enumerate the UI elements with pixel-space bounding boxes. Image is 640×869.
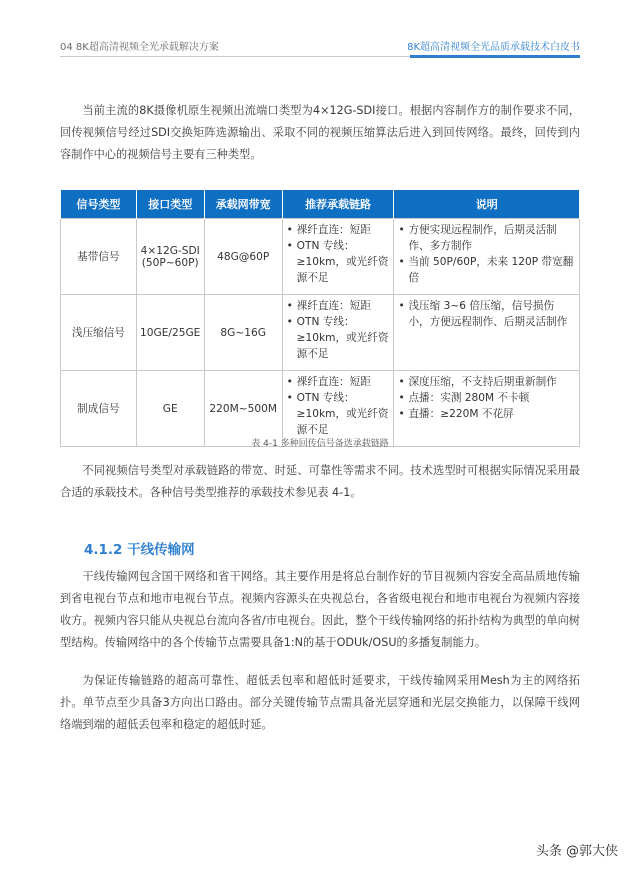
column-header: 推荐承载链路 xyxy=(282,190,394,219)
notes-cell xyxy=(394,219,580,295)
interface-cell: 4×12G-SDI (50P~60P) xyxy=(136,219,204,295)
column-header: 承载网带宽 xyxy=(204,190,282,219)
note-item: • 浅压缩 3~6 倍压缩，信号损伤小，方便远程制作、后期灵活制作 xyxy=(398,298,575,330)
column-header: 说明 xyxy=(394,190,580,219)
table-caption: 表 4-1 多种回传信号备选承载链路 xyxy=(251,439,389,449)
signal-type-cell: 基带信号 xyxy=(61,219,137,295)
signal-type-cell: 制成信号 xyxy=(61,371,137,447)
links-cell xyxy=(282,219,394,295)
body-paragraph: 不同视频信号类型对承载链路的带宽、时延、可靠性等需求不同。技术选型时可根据实际情况采用最合适的承载技术。各种信号类型推荐的承载技术参见表 4-1。 xyxy=(60,464,580,499)
table-header-row xyxy=(61,190,580,219)
body-paragraph: 干线传输网包含国干网络和省干网络。其主要作用是将总台制作好的节目视频内容安全高品质地传输到省电视台节点和地市电视台节点。视频内容源头在央视总台，各省级电视台和地市电视台为视频内容接收方。视频内容只能从央视总台流向各省/市电视台。因此，整个干线传输网络的拓扑结构为典型的单向树型结构。传输网络中的各个传输节点需要具备1:N的基于ODUk/OSU的多播复制能力。 xyxy=(60,570,580,649)
link-item: • 裸纤直连：短距 xyxy=(287,298,390,314)
table-row xyxy=(61,295,580,371)
notes-cell xyxy=(394,295,580,371)
links-cell xyxy=(282,295,394,371)
link-item: • 裸纤直连：短距 xyxy=(287,374,390,390)
note-item: • 深度压缩，不支持后期重新制作 xyxy=(398,374,575,390)
column-header: 信号类型 xyxy=(61,190,137,219)
intro-paragraph: 当前主流的8K摄像机原生视频出流端口类型为4×12G-SDI接口。根据内容制作方的制作要求不同，回传视频信号经过SDI交换矩阵选源输出、采取不同的视频压缩算法后进入到回传网络。最终，回传到内容制作中心的视频信号主要有三种类型。 xyxy=(60,104,580,161)
interface-cell: 10GE/25GE xyxy=(136,295,204,371)
interface-cell: GE xyxy=(136,371,204,447)
note-item: • 点播：实测 280M 不卡顿 xyxy=(398,390,575,406)
note-item: • 当前 50P/60P，未来 120P 带宽翻倍 xyxy=(398,254,575,286)
link-item: • OTN 专线：≥10km，或光纤资源不足 xyxy=(287,238,390,286)
bandwidth-cell: 8G~16G xyxy=(204,295,282,371)
header-document-title: 8K超高清视频全光品质承载技术白皮书 xyxy=(407,42,580,53)
bandwidth-cell: 48G@60P xyxy=(204,219,282,295)
note-item: • 直播：≥220M 不花屏 xyxy=(398,406,575,422)
note-item: • 方便实现远程制作，后期灵活制作、多方制作 xyxy=(398,222,575,254)
link-item: • OTN 专线：≥10km，或光纤资源不足 xyxy=(287,390,390,438)
signal-table xyxy=(60,190,580,447)
bandwidth-cell: 220M~500M xyxy=(204,371,282,447)
page-header xyxy=(60,36,580,57)
link-item: • 裸纤直连：短距 xyxy=(287,222,390,238)
table-row xyxy=(61,219,580,295)
body-paragraph: 为保证传输链路的超高可靠性、超低丢包率和超低时延要求，干线传输网采用Mesh为主的网络拓扑。单节点至少具备3方向出口路由。部分关键传输节点需具备光层穿通和光层交换能力，以保障干线网络端到端的超低丢包率和稳定的超低时延。 xyxy=(60,674,580,731)
column-header: 接口类型 xyxy=(136,190,204,219)
header-chapter-title: 04 8K超高清视频全光承载解决方案 xyxy=(60,42,219,53)
header-accent-bar xyxy=(410,55,580,58)
link-item: • OTN 专线：≥10km，或光纤资源不足 xyxy=(287,314,390,362)
source-watermark: 头条 @郭大侠 xyxy=(535,844,618,859)
signal-type-cell: 浅压缩信号 xyxy=(61,295,137,371)
section-heading: 4.1.2 干线传输网 xyxy=(84,542,195,558)
